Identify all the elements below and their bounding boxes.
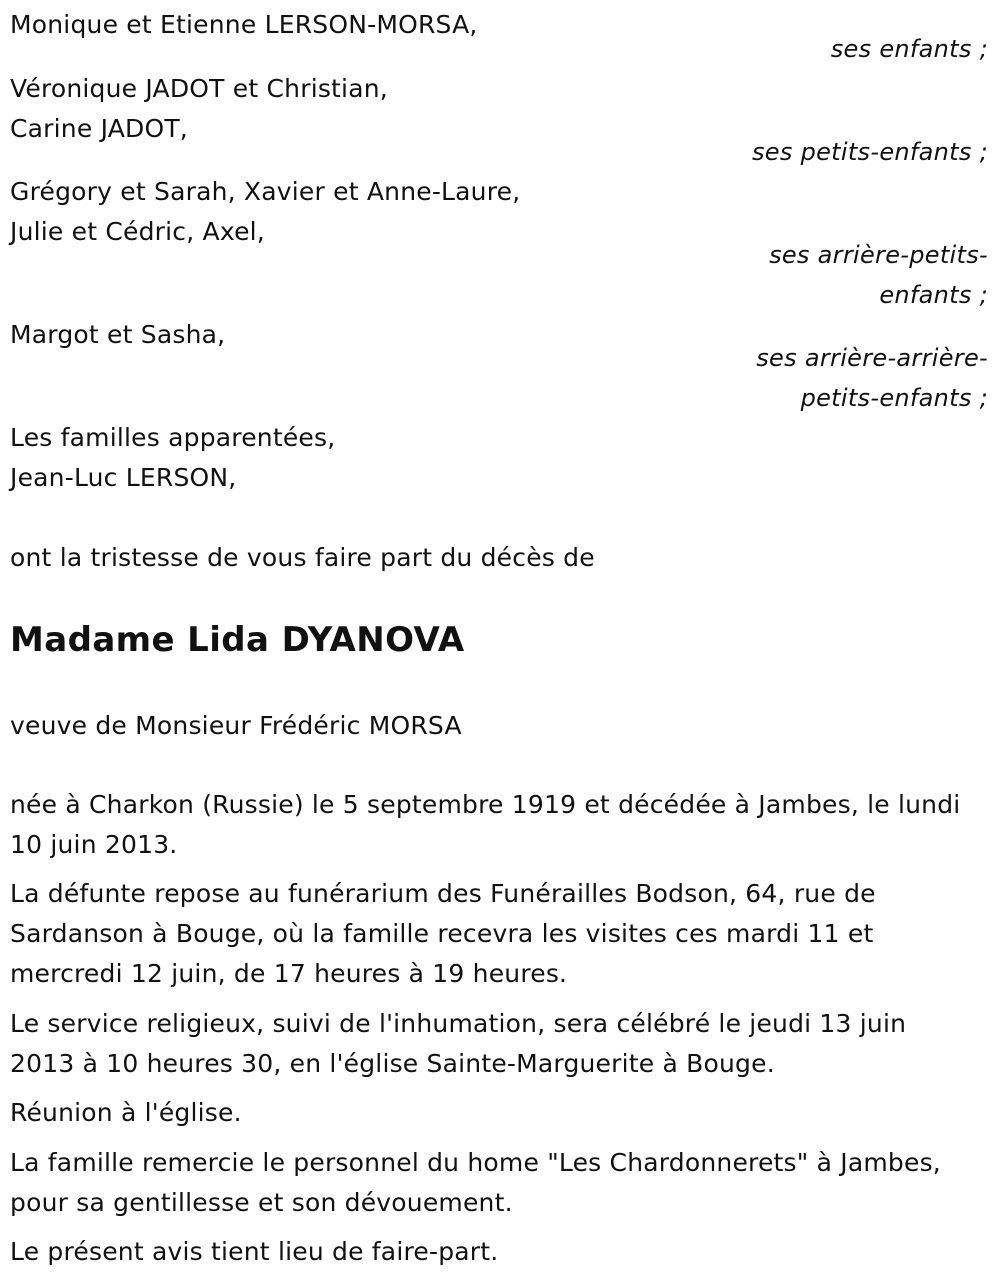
notice-text: Le présent avis tient lieu de faire-part. (10, 1237, 499, 1266)
children-role: ses enfants ; (830, 35, 988, 63)
grandchildren-names-line1: Véronique JADOT et Christian, (10, 74, 388, 103)
great-grandchildren-names-line1: Grégory et Sarah, Xavier et Anne-Laure, (10, 177, 521, 206)
service-line2: 2013 à 10 heures 30, en l'église Sainte-Marguerite à Bouge. (10, 1049, 775, 1078)
great-grandchildren-role-line1: ses arrière-petits- (769, 241, 988, 269)
thanks-line2: pour sa gentillesse et son dévouement. (10, 1188, 513, 1217)
grandchildren-role: ses petits-enfants ; (751, 138, 988, 166)
repose-line2: Sardanson à Bouge, où la famille recevra les visites ces mardi 11 et (10, 919, 874, 948)
great-grandchildren-names-line2: Julie et Cédric, Axel, (10, 217, 265, 246)
great-great-grandchildren-role-line2: petits-enfants ; (800, 384, 988, 412)
great-grandchildren-role-line2: enfants ; (879, 281, 988, 309)
thanks-line1: La famille remercie le personnel du home "Les Chardonnerets" à Jambes, (10, 1148, 941, 1177)
relatives-line2: Jean-Luc LERSON, (10, 463, 237, 492)
children-names: Monique et Etienne LERSON-MORSA, (10, 10, 478, 39)
relatives-line1: Les familles apparentées, (10, 423, 336, 452)
service-line1: Le service religieux, suivi de l'inhumation, sera célébré le jeudi 13 juin (10, 1009, 907, 1038)
reunion-text: Réunion à l'église. (10, 1098, 242, 1127)
birth-death-line1: née à Charkon (Russie) le 5 septembre 1919 et décédée à Jambes, le lundi (10, 790, 961, 819)
birth-death-line2: 10 juin 2013. (10, 830, 178, 859)
deceased-name: Madame Lida DYANOVA (10, 620, 465, 660)
repose-line1: La défunte repose au funérarium des Funérailles Bodson, 64, rue de (10, 879, 876, 908)
grandchildren-names-line2: Carine JADOT, (10, 114, 188, 143)
widow-of: veuve de Monsieur Frédéric MORSA (10, 711, 462, 740)
great-great-grandchildren-names: Margot et Sasha, (10, 320, 226, 349)
announcement-text: ont la tristesse de vous faire part du décès de (10, 543, 595, 572)
great-great-grandchildren-role-line1: ses arrière-arrière- (756, 344, 988, 372)
repose-line3: mercredi 12 juin, de 17 heures à 19 heures. (10, 959, 568, 988)
